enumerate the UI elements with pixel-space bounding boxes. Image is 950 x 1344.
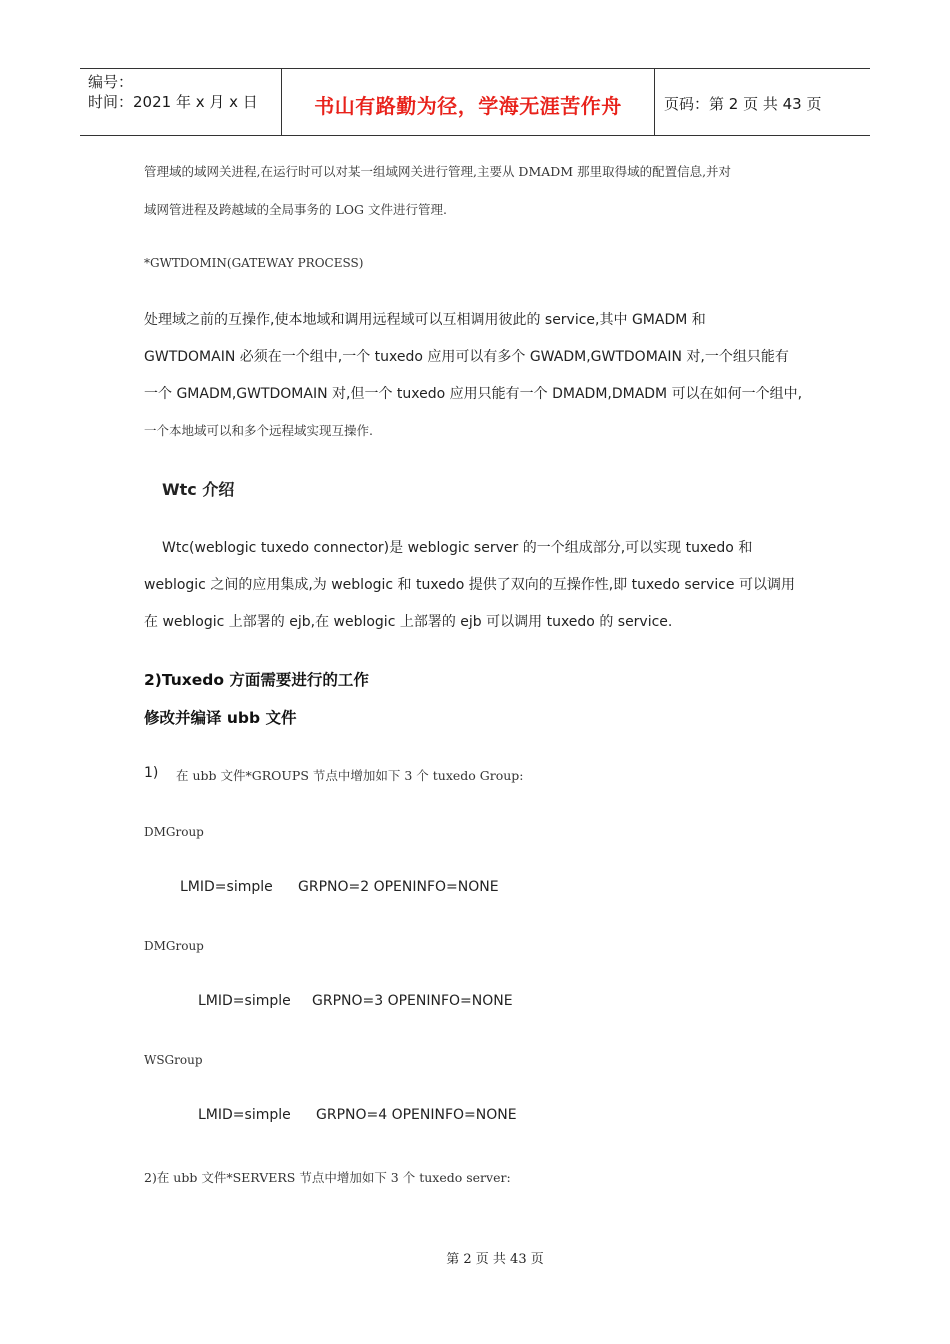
page-footer: 第 2 页 共 43 页 — [446, 1252, 544, 1267]
section-heading: 2)Tuxedo 方面需要进行的工作 — [144, 671, 369, 689]
paragraph-line: 管理域的域网关进程,在运行时可以对某一组域网关进行管理,主要从 DMADM 那里取得域的配置信息,并对 — [144, 164, 732, 179]
group-lmid: LMID=simple — [198, 1107, 291, 1123]
paragraph-line: 一个本地域可以和多个远程域实现互操作. — [144, 423, 373, 438]
document-number-label: 编号： — [88, 73, 134, 91]
paragraph-line: 一个 GMADM,GWTDOMAIN 对,但一个 tuxedo 应用只能有一个 DMADM,DMADM 可以在如何一个组中, — [144, 386, 803, 402]
paragraph-line: 处理域之前的互操作,使本地域和调用远程域可以互相调用彼此的 service,其中 GMADM 和 — [144, 312, 706, 328]
gwt-process-title: *GWTDOMIN(GATEWAY PROCESS) — [144, 256, 364, 270]
page-header — [80, 68, 870, 136]
group-name: WSGroup — [144, 1053, 203, 1067]
document-date: 时间：2021 年 x 月 x 日 — [88, 93, 258, 111]
step-number: 1) — [144, 765, 159, 781]
group-lmid: LMID=simple — [198, 993, 291, 1009]
group-config: GRPNO=2 OPENINFO=NONE — [298, 879, 499, 895]
paragraph-line: Wtc(weblogic tuxedo connector)是 weblogic server 的一个组成部分,可以实现 tuxedo 和 — [162, 540, 753, 556]
sub-heading: 修改并编译 ubb 文件 — [144, 709, 297, 727]
header-motto: 书山有路勤为径，学海无涯苦作舟 — [281, 69, 655, 135]
step-text: 在 ubb 文件*GROUPS 节点中增加如下 3 个 tuxedo Group: — [176, 768, 524, 783]
step-text: 2)在 ubb 文件*SERVERS 节点中增加如下 3 个 tuxedo server: — [144, 1170, 511, 1185]
group-config: GRPNO=4 OPENINFO=NONE — [316, 1107, 517, 1123]
wtc-heading: Wtc 介绍 — [162, 480, 235, 499]
paragraph-line: 域网管进程及跨越域的全局事务的 LOG 文件进行管理. — [144, 202, 447, 217]
group-lmid: LMID=simple — [180, 879, 273, 895]
paragraph-line: GWTDOMAIN 必须在一个组中,一个 tuxedo 应用可以有多个 GWADM,GWTDOMAIN 对,一个组只能有 — [144, 349, 789, 365]
paragraph-line: 在 weblogic 上部署的 ejb,在 weblogic 上部署的 ejb 可以调用 tuxedo 的 service. — [144, 614, 673, 630]
group-name: DMGroup — [144, 939, 204, 953]
header-meta — [80, 69, 281, 135]
group-config: GRPNO=3 OPENINFO=NONE — [312, 993, 513, 1009]
header-page-info: 页码：第 2 页 共 43 页 — [664, 94, 822, 113]
group-name: DMGroup — [144, 825, 204, 839]
paragraph-line: weblogic 之间的应用集成,为 weblogic 和 tuxedo 提供了双向的互操作性,即 tuxedo service 可以调用 — [144, 577, 795, 593]
